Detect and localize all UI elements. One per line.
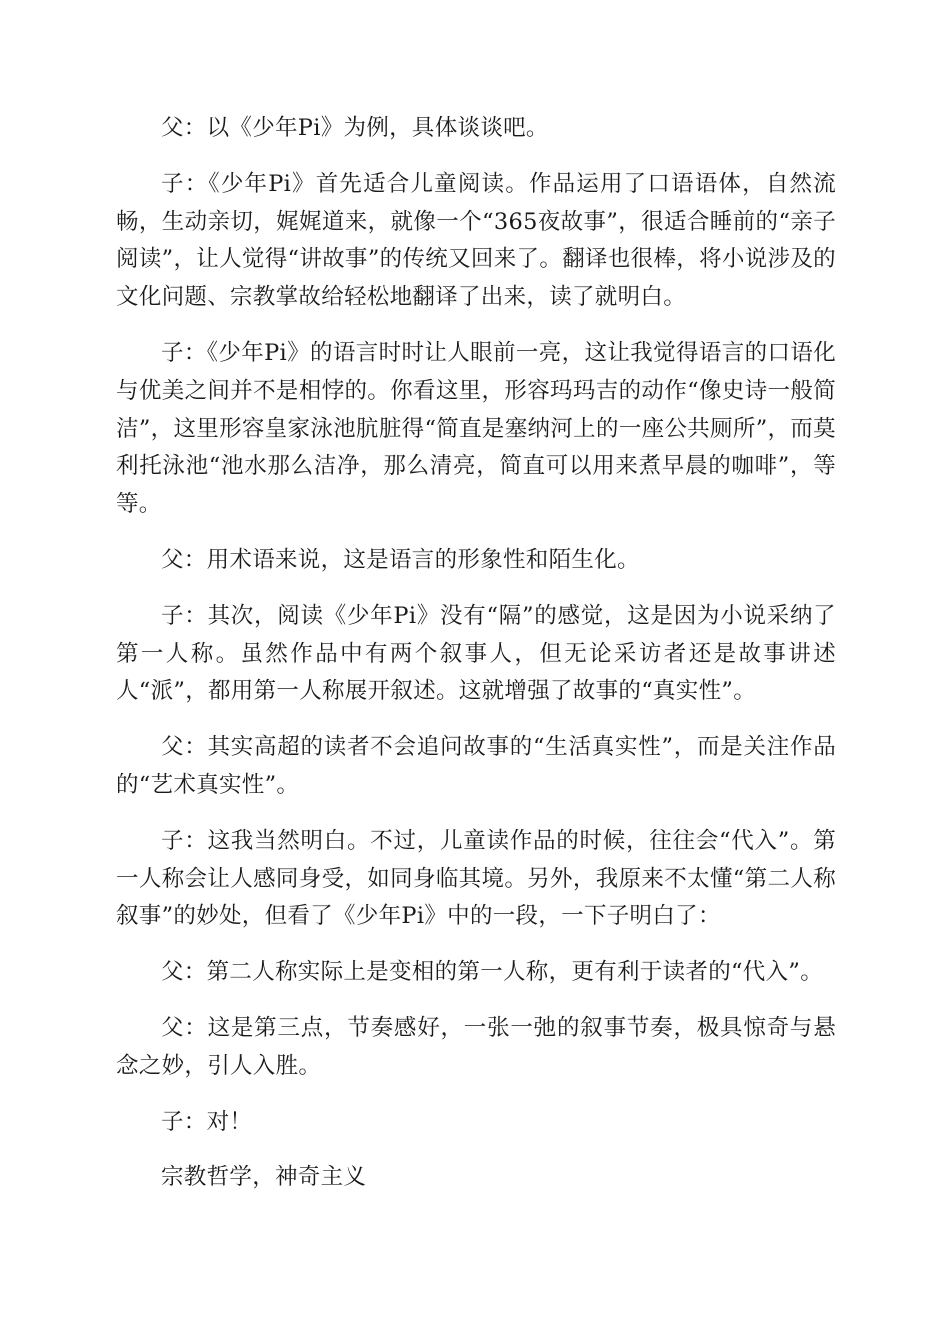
paragraph-11: 宗教哲学，神奇主义 (161, 1164, 367, 1191)
paragraph-7: 子：这我当然明白。不过，儿童读作品的时候，往往会“代入”。第一人称会让人感同身受，如同身临其境。另外，我原来不太懂“第二人称叙事”的妙处，但看了《少年Pi》中的一段，一下子明白了： (116, 827, 836, 930)
document-body (116, 110, 836, 1215)
paragraph-1: 父：以《少年Pi》为例，具体谈谈吧。 (161, 115, 549, 141)
paragraph-8: 父：第二人称实际上是变相的第一人称，更有利于读者的“代入”。 (161, 959, 824, 986)
paragraph-2: 子：《少年Pi》首先适合儿童阅读。作品运用了口语语体，自然流畅，生动亲切，娓娓道来，就像一个“365夜故事”，很适合睡前的“亲子阅读”，让人觉得“讲故事”的传统又回来了。翻译也很棒，将小说涉及的文化问题、宗教掌故给轻松地翻译了出来，读了就明白。 (116, 170, 836, 311)
paragraph-9: 父：这是第三点，节奏感好，一张一弛的叙事节奏，极具惊奇与悬念之妙，引人入胜。 (116, 1014, 836, 1079)
paragraph-3: 子：《少年Pi》的语言时时让人眼前一亮，这让我觉得语言的口语化与优美之间并不是相悖的。你看这里，形容玛玛吉的动作“像史诗一般简洁”，这里形容皇家泳池肮脏得“简直是塞纳河上的一座公共厕所”，而莫利托泳池“池水那么洁净，那么清亮，简直可以用来煮早晨的咖啡”，等等。 (116, 339, 836, 518)
paragraph-5: 子：其次，阅读《少年Pi》没有“隔”的感觉，这是因为小说采纳了第一人称。虽然作品中有两个叙事人，但无论采访者还是故事讲述人“派”，都用第一人称展开叙述。这就增强了故事的“真实性”。 (116, 602, 836, 705)
paragraph-10: 子：对！ (161, 1108, 253, 1135)
paragraph-6: 父：其实高超的读者不会追问故事的“生活真实性”，而是关注作品的“艺术真实性”。 (116, 734, 836, 798)
paragraph-4: 父：用术语来说，这是语言的形象性和陌生化。 (161, 546, 640, 573)
